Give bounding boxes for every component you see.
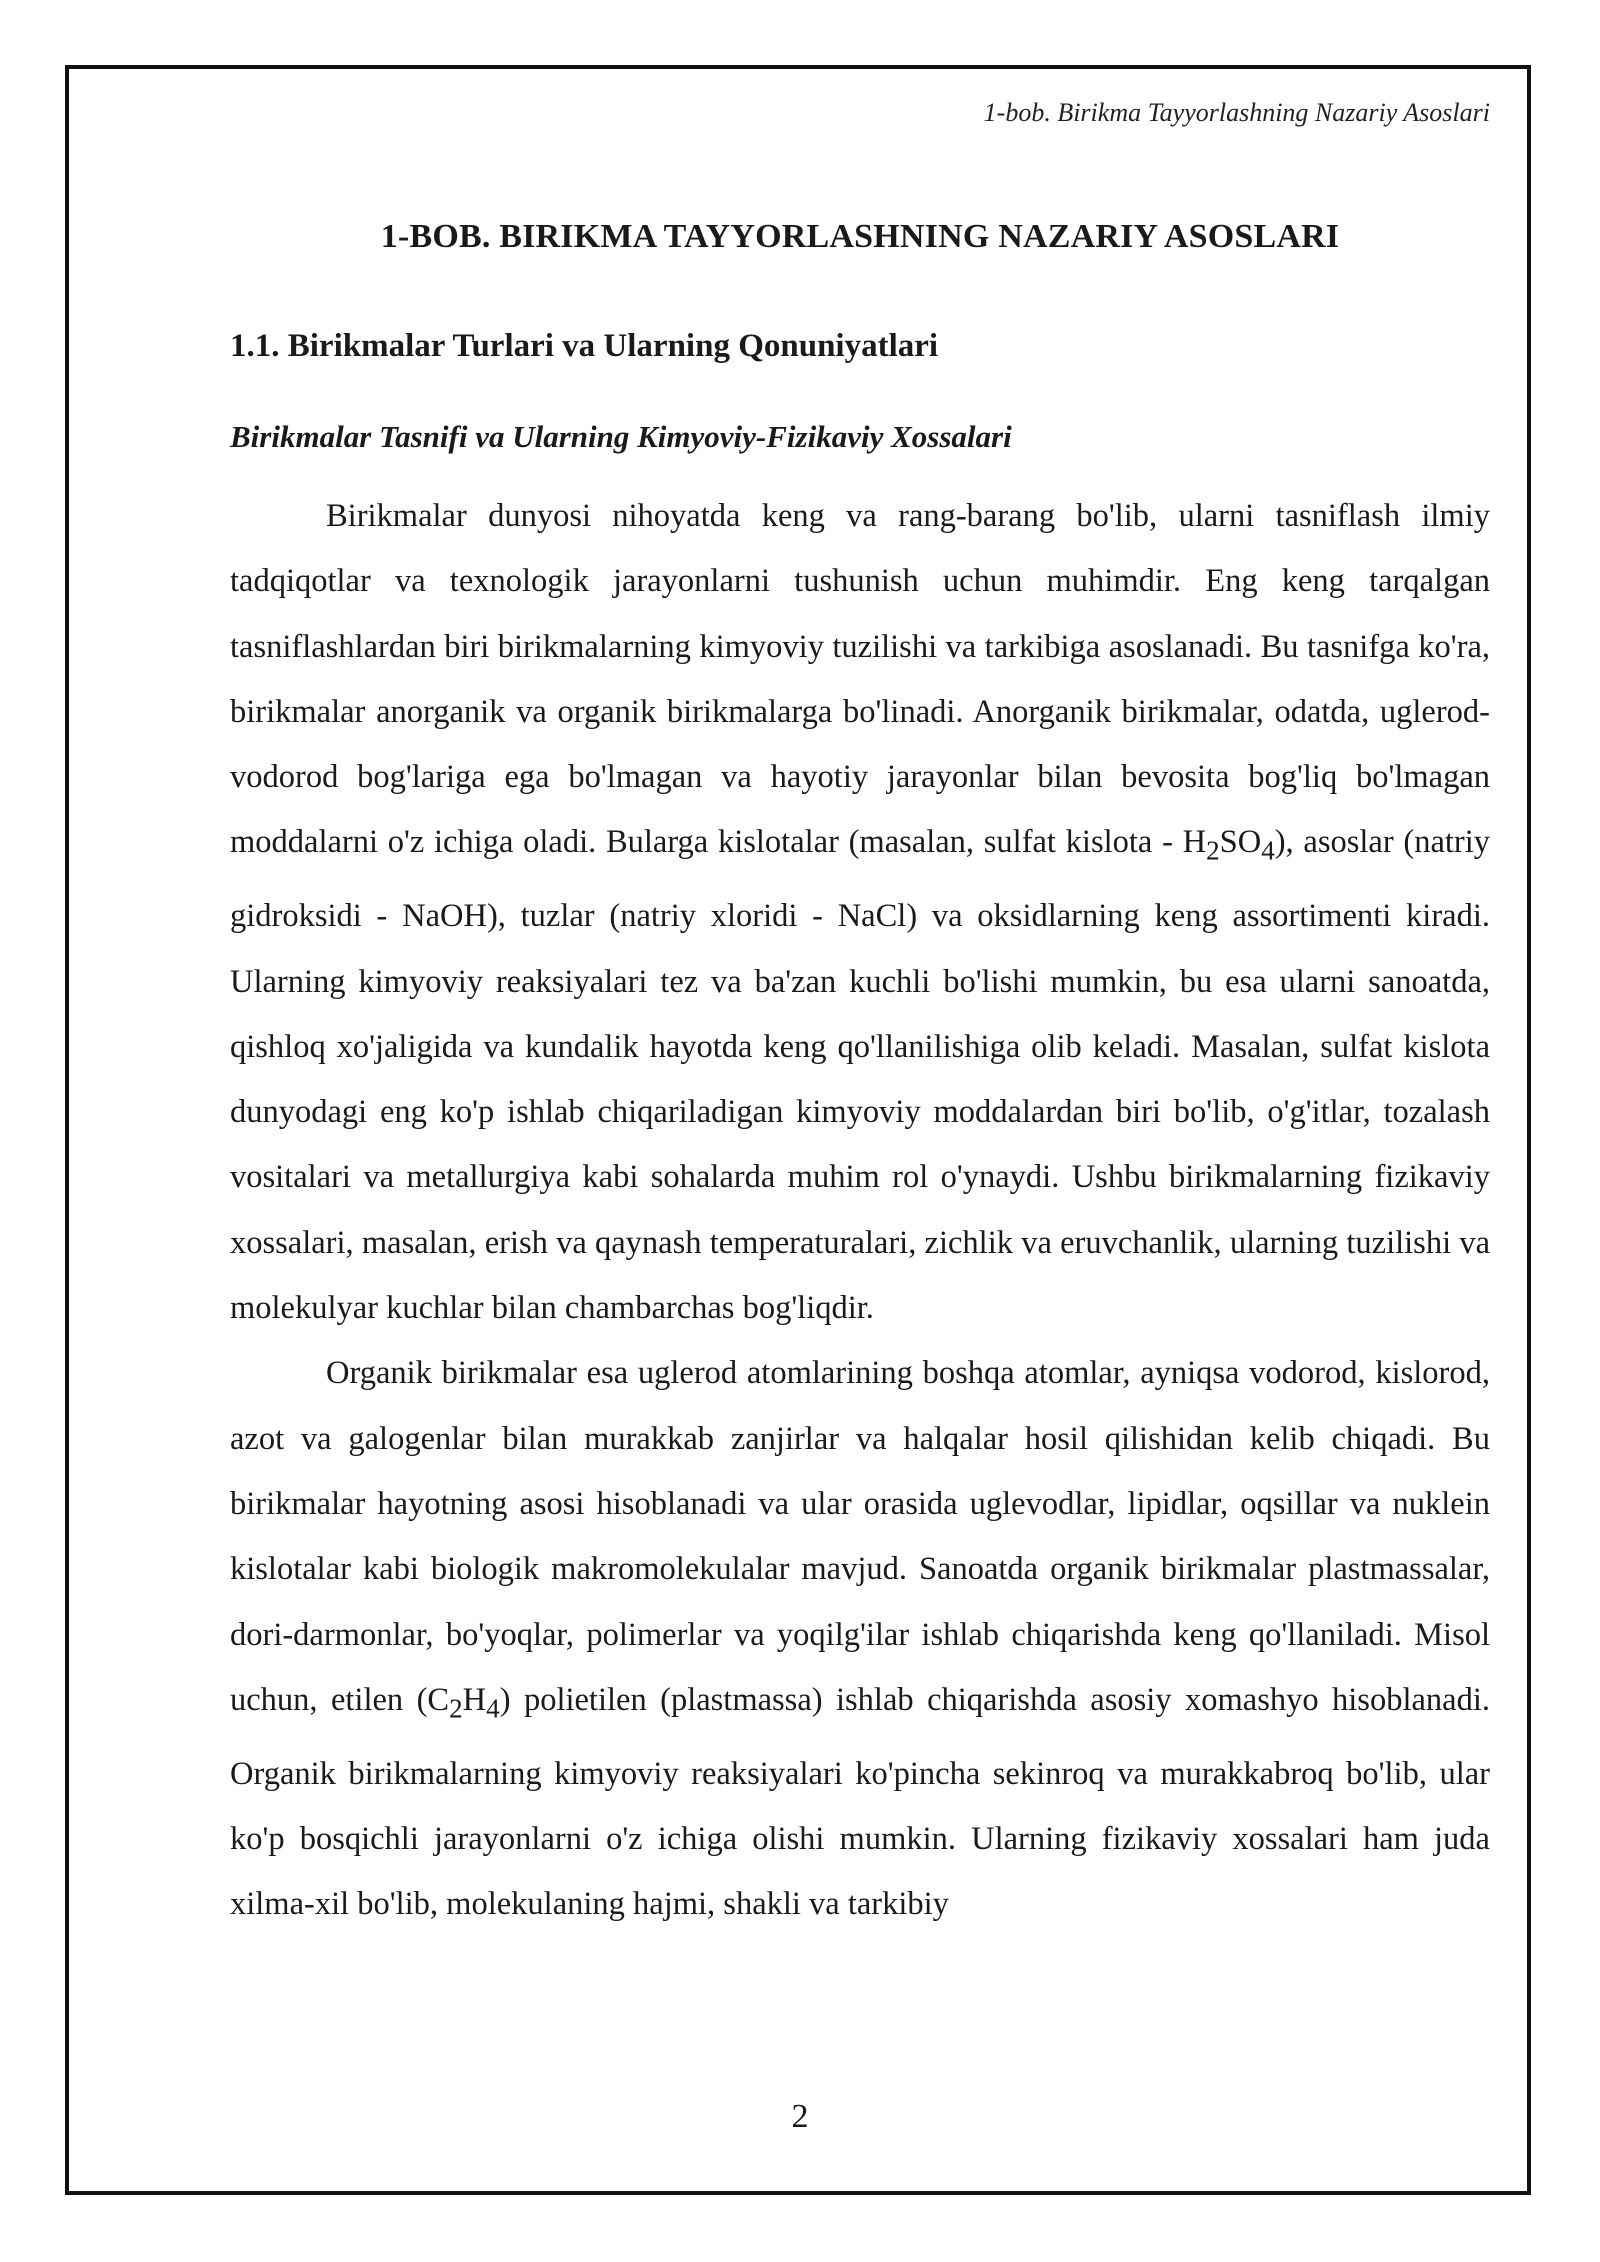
paragraph-2-text-a: Organik birikmalar esa uglerod atomlarining boshqa atomlar, ayniqsa vodorod, kislorod, azot va galogenlar bilan murakkab zanjirlar va halqalar hosil qilishidan kelib chiqadi. Bu birikmalar hayotning asosi hisoblanadi va ular orasida uglevodlar, lipidlar, oqsillar va nuklein kislotalar kabi biologik makromolekulalar mavjud. Sanoatda organik birikmalar plastmassalar, dori-darmonlar, bo'yoqlar, polimerlar va yoqilg'ilar ishlab chiqarishda keng qo'llaniladi. Misol uchun, etilen (C xyxy=(230,1355,1490,1718)
section-title: 1.1. Birikmalar Turlari va Ularning Qonuniyatlari xyxy=(230,328,939,364)
paragraph-1 xyxy=(230,484,1490,1341)
paragraph-1-text-c: ), asoslar (natriy gidroksidi - NaOH), tuzlar (natriy xloridi - NaCl) va oksidlarning keng assortimenti kiradi. Ularning kimyoviy reaksiyalari tez va ba'zan kuchli bo'lishi mumkin, bu esa ularni sanoatda, qishloq xo'jaligida va kundalik hayotda keng qo'llanilishiga olib keladi. Masalan, sulfat kislota dunyodagi eng ko'p ishlab chiqariladigan kimyoviy moddalardan biri bo'lib, o'g'itlar, tozalash vositalari va metallurgiya kabi sohalarda muhim rol o'ynaydi. Ushbu birikmalarning fizikaviy xossalari, masalan, erish va qaynash temperaturalari, zichlik va eruvchanlik, ularning tuzilishi va molekulyar kuchlar bilan chambarchas bog'liqdir. xyxy=(230,824,1490,1327)
paragraph-2 xyxy=(230,1341,1490,1937)
paragraph-1-text-a: Birikmalar dunyosi nihoyatda keng va rang-barang bo'lib, ularni tasniflash ilmiy tadqiqotlar va texnologik jarayonlarni tushunish uchun muhimdir. Eng keng tarqalgan tasniflashlardan biri birikmalarning kimyoviy tuzilishi va tarkibiga asoslanadi. Bu tasnifga ko'ra, birikmalar anorganik va organik birikmalarga bo'linadi. Anorganik birikmalar, odatda, uglerod-vodorod bog'lariga ega bo'lmagan va hayotiy jarayonlar bilan bevosita bog'liq bo'lmagan moddalarni o'z ichiga oladi. Bularga kislotalar (masalan, sulfat kislota - H xyxy=(230,498,1490,861)
body-text xyxy=(230,484,1490,1938)
paragraph-1-text-b: SO xyxy=(1219,824,1262,861)
paragraph-2-text-b: H xyxy=(462,1681,487,1718)
page-number: 2 xyxy=(791,2098,809,2135)
subsection-title: Birikmalar Tasnifi va Ularning Kimyoviy-Fizikaviy Xossalari xyxy=(230,419,1012,454)
running-header: 1-bob. Birikma Tayyorlashning Nazariy Asoslari xyxy=(983,98,1490,127)
subscript: 2 xyxy=(1206,835,1220,866)
paragraph-2-text-c: ) polietilen (plastmassa) ishlab chiqarishda asosiy xomashyo hisoblanadi. Organik birikmalarning kimyoviy reaksiyalari ko'pincha sekinroq va murakkabroq bo'lib, ular ko'p bosqichli jarayonlarni o'z ichiga olishi mumkin. Ularning fizikaviy xossalari ham juda xilma-xil bo'lib, molekulaning hajmi, shakli va tarkibiy xyxy=(230,1681,1490,1923)
subscript: 4 xyxy=(486,1693,500,1724)
subscript: 2 xyxy=(449,1693,463,1724)
subscript: 4 xyxy=(1261,835,1275,866)
chapter-title: 1-BOB. BIRIKMA TAYYORLASHNING NAZARIY ASOSLARI xyxy=(380,218,1340,255)
